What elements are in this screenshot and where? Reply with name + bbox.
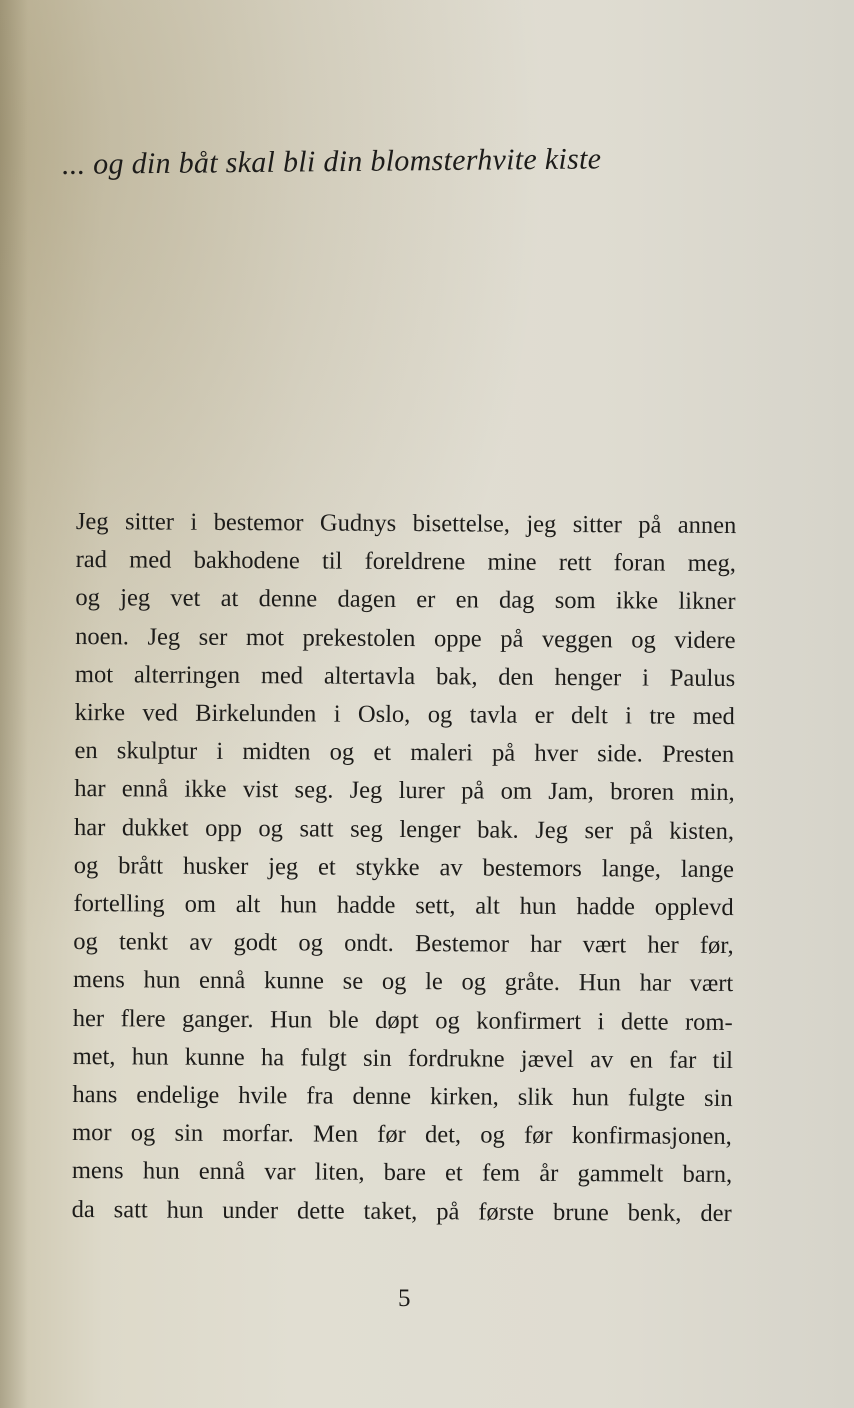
text-line: noen. Jeg ser mot prekestolen oppe på veggen og videre <box>75 622 736 654</box>
text-line: og jeg vet at denne dagen er en dag som ikke likner <box>75 584 736 616</box>
text-line: mens hun ennå var liten, bare et fem år gammelt barn, <box>71 1157 733 1189</box>
body-text <box>72 503 736 1233</box>
text-line: en skulptur i midten og et maleri på hver side. Presten <box>74 737 735 769</box>
text-line: her flere ganger. Hun ble døpt og konfirmert i dette rom- <box>72 1004 733 1036</box>
text-line: kirke ved Birkelunden i Oslo, og tavla er delt i tre med <box>74 699 735 731</box>
text-line: og tenkt av godt og ondt. Bestemor har vært her før, <box>73 928 734 960</box>
text-line: mot alterringen med altertavla bak, den henger i Paulus <box>74 660 736 692</box>
page-number: 5 <box>398 1285 411 1312</box>
text-line: rad med bakhodene til foreldrene mine rett foran meg, <box>75 546 737 578</box>
text-line: har ennå ikke vist seg. Jeg lurer på om Jam, broren min, <box>74 775 735 807</box>
text-line: og brått husker jeg et stykke av bestemors lange, lange <box>73 851 734 883</box>
chapter-title: ... og din båt skal bli din blomsterhvite kiste <box>61 142 602 181</box>
text-line: mor og sin morfar. Men før det, og før konfirmasjonen, <box>72 1119 732 1151</box>
gutter-shadow <box>0 0 28 1408</box>
text-line: Jeg sitter i bestemor Gudnys bisettelse, jeg sitter på annen <box>75 507 737 540</box>
text-line: fortelling om alt hun hadde sett, alt hun hadde opplevd <box>73 890 734 922</box>
text-line: har dukket opp og satt seg lenger bak. Jeg ser på kisten, <box>73 813 735 845</box>
text-line: da satt hun under dette taket, på første brune benk, der <box>71 1195 732 1227</box>
text-line: hans endelige hvile fra denne kirken, slik hun fulgte sin <box>72 1081 733 1113</box>
text-line: met, hun kunne ha fulgt sin fordrukne jævel av en far til <box>72 1042 734 1074</box>
text-line: mens hun ennå kunne se og le og gråte. Hun har vært <box>73 966 734 998</box>
